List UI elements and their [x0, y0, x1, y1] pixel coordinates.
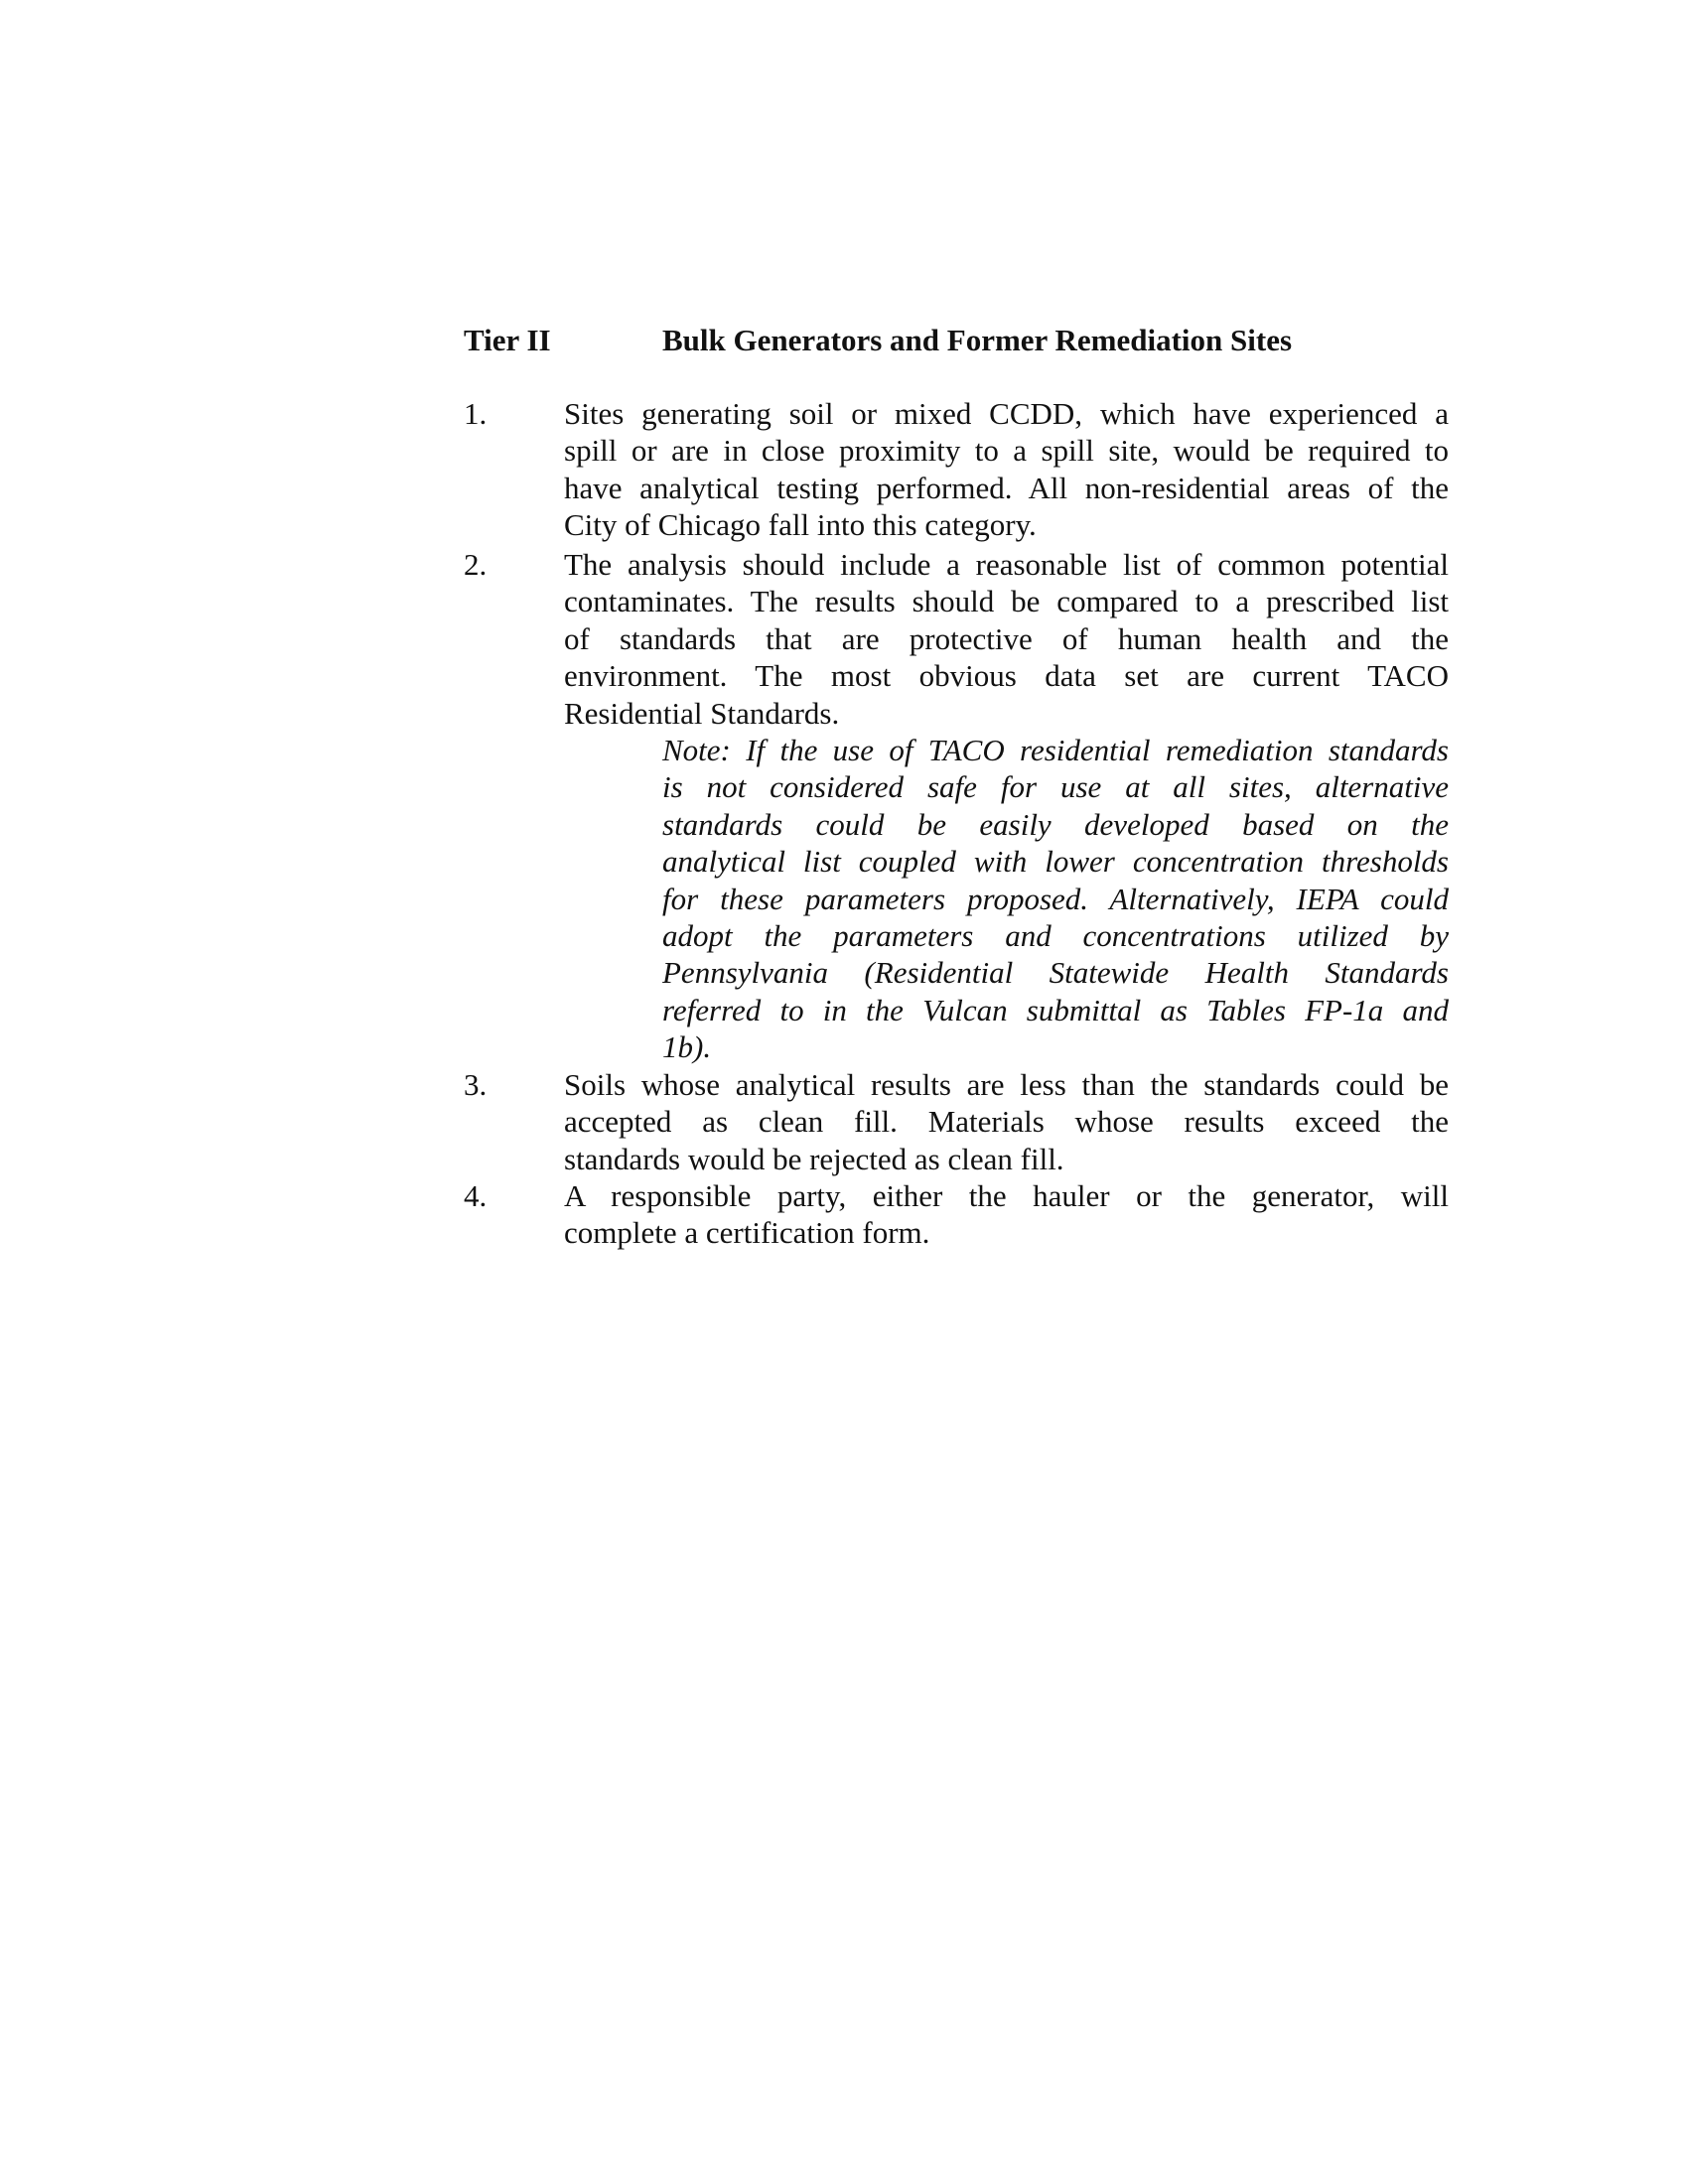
text-line: standards would be rejected as clean fill.: [564, 1141, 1064, 1176]
list-item-text: [564, 1177, 1449, 1252]
text-line: A responsible party, either the hauler or the generator, will: [564, 1178, 1449, 1213]
text-line: environment. The most obvious data set are current TACO: [564, 658, 1449, 694]
list-item-text: [564, 546, 1449, 732]
text-line: Sites generating soil or mixed CCDD, which have experienced a: [564, 396, 1449, 431]
text-line: accepted as clean fill. Materials whose results exceed the: [564, 1104, 1449, 1140]
text-line: 1b).: [662, 1029, 712, 1065]
text-line: Residential Standards.: [564, 695, 840, 731]
item-number: 3.: [464, 1067, 488, 1102]
list-item-text: [564, 1066, 1449, 1177]
text-line: referred to in the Vulcan submittal as Tables FP-1a and: [662, 992, 1449, 1027]
item-number: 2.: [464, 547, 488, 582]
text-line: Soils whose analytical results are less than the standards could be: [564, 1067, 1449, 1102]
text-line: have analytical testing performed. All non-residential areas of the: [564, 470, 1449, 505]
item-number: 1.: [464, 396, 488, 431]
text-line: The analysis should include a reasonable list of common potential: [564, 547, 1449, 582]
text-line: of standards that are protective of human health and the: [564, 620, 1449, 656]
list-item-text: [564, 395, 1449, 544]
text-line: is not considered safe for use at all sites, alternative: [662, 769, 1449, 805]
note-paragraph: [662, 732, 1449, 1066]
section-title: Bulk Generators and Former Remediation Sites: [662, 323, 1293, 357]
item-number: 4.: [464, 1178, 488, 1213]
text-line: City of Chicago fall into this category.: [564, 507, 1037, 543]
text-line: for these parameters proposed. Alternatively, IEPA could: [662, 881, 1449, 916]
tier-label: Tier II: [464, 323, 551, 357]
text-line: contaminates. The results should be compared to a prescribed list: [564, 584, 1449, 619]
text-line: Pennsylvania (Residential Statewide Health Standards: [662, 955, 1449, 991]
text-line: standards could be easily developed based on the: [662, 806, 1449, 842]
text-line: spill or are in close proximity to a spill site, would be required to: [564, 433, 1449, 469]
text-line: adopt the parameters and concentrations utilized by: [662, 918, 1449, 954]
text-line: analytical list coupled with lower concentration thresholds: [662, 844, 1449, 880]
text-line: complete a certification form.: [564, 1215, 930, 1251]
text-line: Note: If the use of TACO residential remediation standards: [662, 733, 1449, 767]
